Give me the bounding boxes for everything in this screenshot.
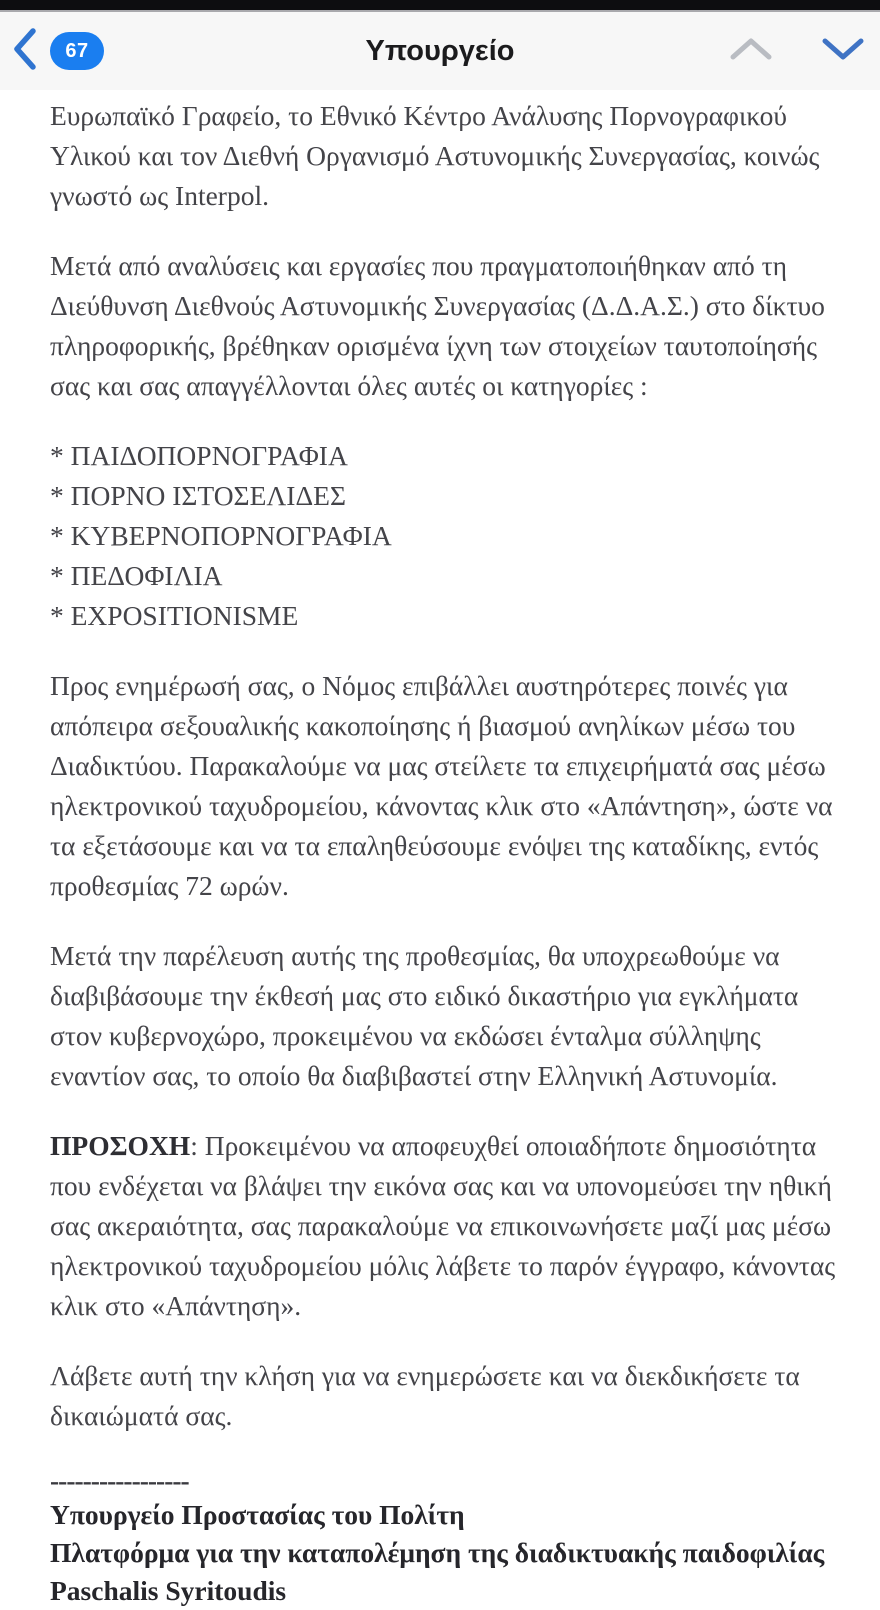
message-paragraph-deadline: Μετά την παρέλευση αυτής της προθεσμίας, θα υποχρεωθούμε να διαβιβάσουμε την έκθεσή μας στο ειδικό δικαστήριο για εγκλήματα στον κυβερνοχώρο, προκειμένου να εκδώσει ένταλμα σύλληψης εναντίον σας, το οποίο θα διαβιβαστεί στην Ελληνική Αστυνομία. [50,940,799,1091]
list-item: * EXPOSITIONISME [50,600,299,631]
signature-block [50,1466,840,1610]
attention-label: ΠΡΟΣΟΧΗ [50,1130,191,1161]
chevron-down-icon [821,34,865,69]
attention-text: : Προκειμένου να αποφευχθεί οποιαδήποτε δημοσιότητα που ενδέχεται να βλάψει την εικόνα σας και να υπονομεύσει την ηθική σας ακεραιότητα, σας παρακαλούμε να επικοινωνήσετε μαζί μας μέσω ηλεκτρονικού ταχυδρομείου μόλις λάβετε το παρόν έγγραφο, κάνοντας κλικ στο «Απάντηση». [50,1130,836,1321]
message-paragraph-attention [50,1126,840,1326]
chevron-left-icon [12,28,38,75]
list-item: * ΠΑΙΔΟΠΟΡΝΟΓΡΑΦΙΑ [50,440,348,471]
platform-status-strip [0,0,880,10]
page-title: Υπουργείο [365,34,515,67]
navbar-right-group [728,28,866,74]
accusation-category-list [50,436,840,636]
list-item: * ΠΕΔΟΦΙΛΙΑ [50,560,223,591]
unread-count-badge[interactable]: 67 [50,32,104,70]
list-item: * ΚΥΒΕΡΝΟΠΟΡΝΟΓΡΑΦΙΑ [50,520,392,551]
message-paragraph: Ευρωπαϊκό Γραφείο, το Εθνικό Κέντρο Ανάλυσης Πορνογραφικού Υλικού και τον Διεθνή Οργανισμό Αστυνομικής Συνεργασίας, κοινώς γνωστό ως Interpol. [50,100,820,211]
previous-message-button[interactable] [728,28,774,74]
signature-separator: ----------------- [50,1465,189,1496]
signature-line: Πλατφόρμα για την καταπολέμηση της διαδικτυακής παιδοφιλίας [50,1537,825,1568]
signature-line: Paschalis Syritoudis [50,1575,287,1606]
signature-line: Υπουργείο Προστασίας του Πολίτη [50,1499,465,1530]
message-paragraph: Μετά από αναλύσεις και εργασίες που πραγματοποιήθηκαν από τη Διεύθυνση Διεθνούς Αστυνομικής Συνεργασίας (Δ.Δ.Α.Σ.) στο δίκτυο πληροφορικής, βρέθηκαν ορισμένα ίχνη των στοιχείων ταυτοποίησής σας και σας απαγγέλλονται όλες αυτές οι κατηγορίες : [50,250,825,401]
message-paragraph-law: Προς ενημέρωσή σας, ο Νόμος επιβάλλει αυστηρότερες ποινές για απόπειρα σεξουαλικής κακοποίησης ή βιασμού ανηλίκων μέσω του Διαδικτύου. Παρακαλούμε να μας στείλετε τα επιχειρήματά σας μέσω ηλεκτρονικού ταχυδρομείου, κάνοντας κλικ στο «Απάντηση», ώστε να τα εξετάσουμε και να τα επαληθεύσουμε ενόψει της καταδίκης, εντός προθεσμίας 72 ωρών. [50,670,833,901]
back-button[interactable] [10,29,40,73]
next-message-button[interactable] [820,28,866,74]
message-navigation-bar [0,12,880,90]
message-paragraph-closing: Λάβετε αυτή την κλήση για να ενημερώσετε και να διεκδικήσετε τα δικαιώματά σας. [50,1360,800,1431]
message-body [0,90,880,1610]
navbar-left-group [10,29,104,73]
chevron-up-icon [729,34,773,69]
list-item: * ΠΟΡΝΟ ΙΣΤΟΣΕΛΙΔΕΣ [50,480,346,511]
